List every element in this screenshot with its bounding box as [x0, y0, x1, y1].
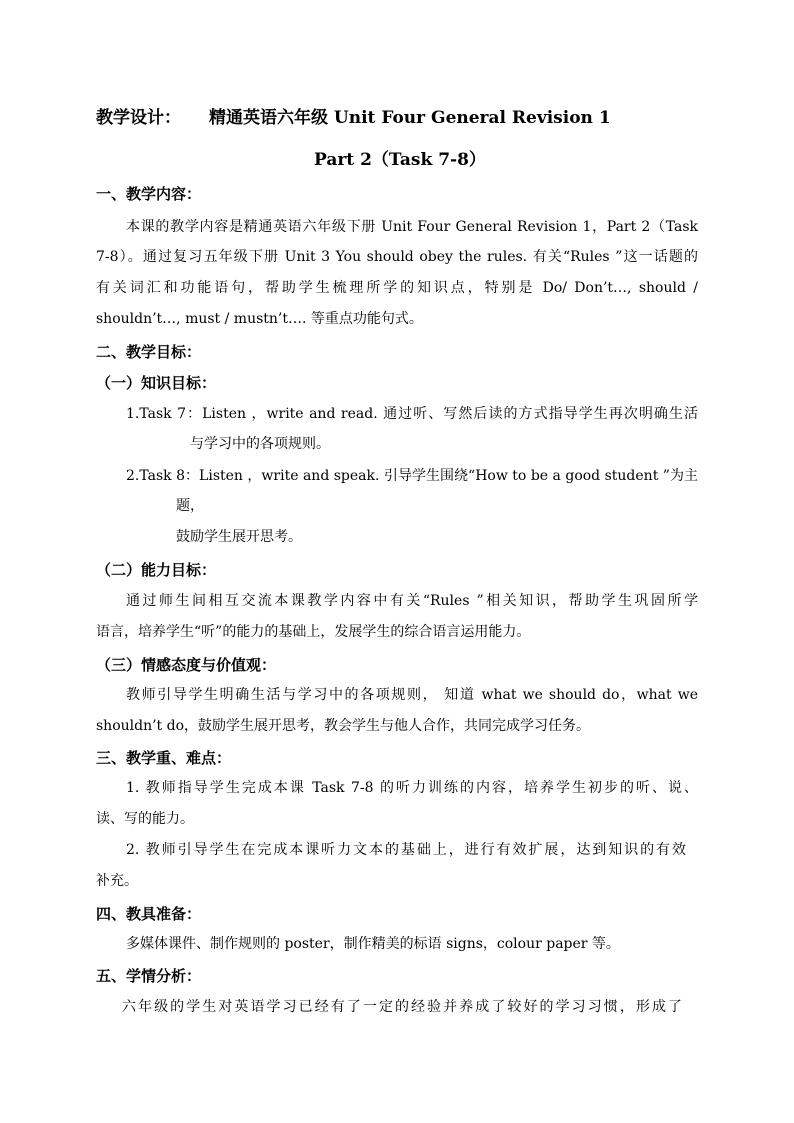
- section-5-heading: 五、学情分析：: [96, 967, 202, 985]
- section-1-heading: 一、教学内容：: [96, 185, 202, 203]
- section-2-sub-2-heading: （二）能力目标：: [96, 561, 217, 579]
- attitude-line-1: 教师引导学生明确生活与学习中的各项规则， 知道 what we should do，what we: [126, 687, 698, 703]
- section-3-line-3: 2. 教师引导学生在完成本课听力文本的基础上，进行有效扩展，达到知识的有效: [126, 842, 686, 858]
- ability-line-2: 语言，培养学生“听”的能力的基础上，发展学生的综合语言运用能力。: [96, 624, 531, 640]
- attitude-line-2: shouldn’t do，鼓励学生展开思考，教会学生与他人合作，共同完成学习任务。: [96, 718, 591, 734]
- section-1-line-3: 有关词汇和功能语句，帮助学生梳理所学的知识点，特别是 Do/ Don’t…, should /: [96, 280, 698, 296]
- title-main: 精通英语六年级 Unit Four General Revision 1: [209, 108, 611, 128]
- section-2-sub-1-heading: （一）知识目标：: [96, 374, 217, 392]
- section-3-heading: 三、教学重、难点：: [96, 749, 232, 767]
- objective-1-line-1: 1.Task 7：Listen ，write and read. 通过听、写然后读的方式指导学生再次明确生活: [126, 406, 698, 422]
- document-title: [96, 108, 611, 128]
- title-prefix: 教学设计：: [96, 108, 181, 128]
- section-4-line-1: 多媒体课件、制作规则的 poster，制作精美的标语 signs，colour paper 等。: [126, 936, 620, 952]
- objective-1-line-2: 与学习中的各项规则。: [190, 436, 330, 452]
- objective-2-line-3: 鼓励学生展开思考。: [176, 529, 302, 545]
- document-subtitle: Part 2（Task 7-8）: [314, 150, 486, 170]
- section-4-heading: 四、教具准备：: [96, 905, 202, 923]
- section-3-line-1: 1. 教师指导学生完成本课 Task 7-8 的听力训练的内容，培养学生初步的听、说、: [126, 780, 698, 796]
- section-5-line-1: 六年级的学生对英语学习已经有了一定的经验并养成了较好的学习习惯，形成了: [122, 999, 682, 1015]
- section-2-sub-3-heading: （三）情感态度与价值观：: [96, 656, 277, 674]
- section-1-line-1: 本课的教学内容是精通英语六年级下册 Unit Four General Revision 1，Part 2（Task: [126, 219, 698, 235]
- section-1-line-2: 7-8）。通过复习五年级下册 Unit 3 You should obey the rules. 有关“Rules ”这一话题的: [96, 249, 698, 265]
- section-1-line-4: shouldn’t…, must / mustn’t…. 等重点功能句式。: [96, 311, 423, 327]
- objective-2-line-1: 2.Task 8：Listen ，write and speak. 引导学生围绕“How to be a good student ”为主: [126, 468, 698, 484]
- ability-line-1: 通过师生间相互交流本课教学内容中有关“Rules ”相关知识，帮助学生巩固所学: [126, 593, 698, 609]
- section-3-line-4: 补充。: [96, 873, 138, 889]
- section-3-line-2: 读、写的能力。: [96, 811, 194, 827]
- section-2-heading: 二、教学目标：: [96, 343, 202, 361]
- objective-2-line-2: 题，: [176, 498, 204, 514]
